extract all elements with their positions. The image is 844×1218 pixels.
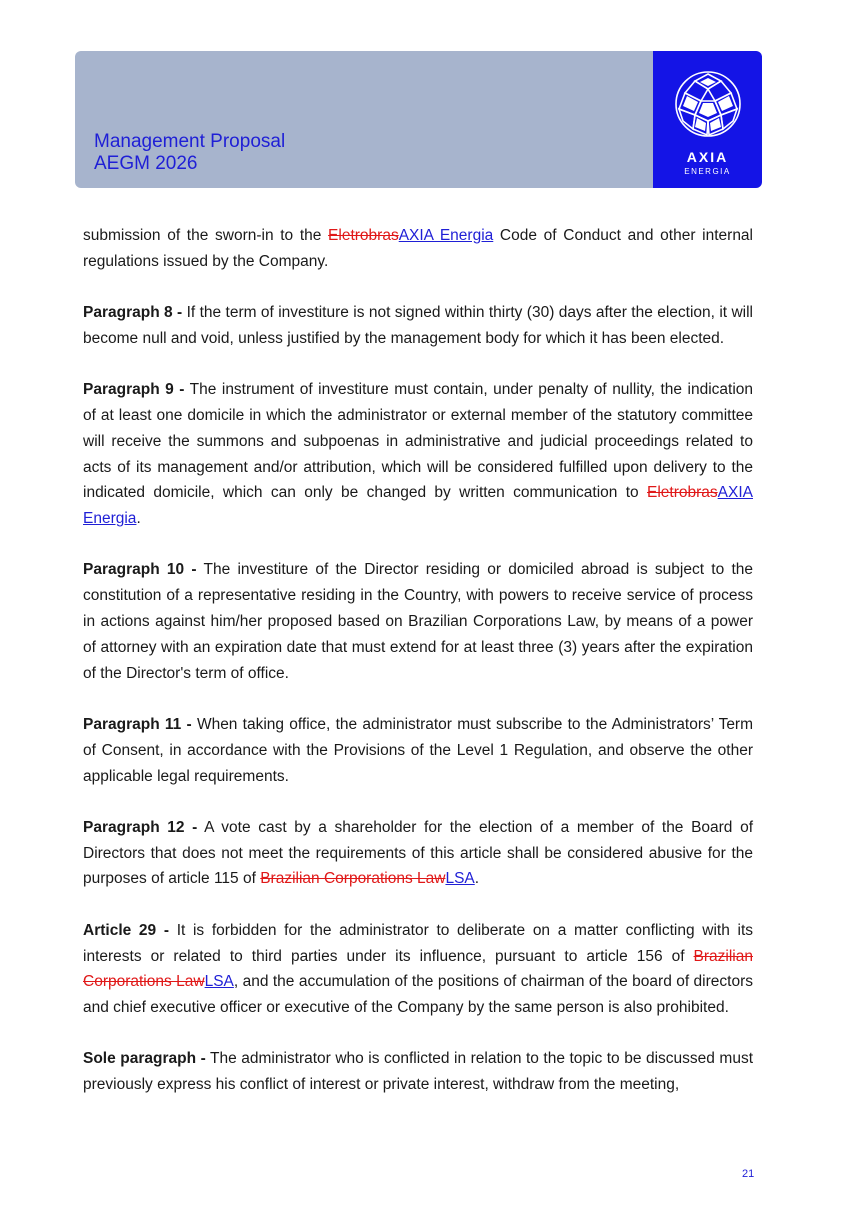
paragraph-label: Paragraph 8 - (83, 304, 183, 322)
logo-wordmark: AXIA (686, 149, 729, 165)
deleted-text: Brazilian Corporations Law (260, 870, 446, 888)
inserted-text: AXIA Energia (398, 227, 494, 244)
document-title: Management Proposal (94, 131, 286, 152)
body-text: If the term of investiture is not signed within thirty (30) days after the election, it will become null and void, unless justified by the management body for which it has been elected. (83, 304, 753, 347)
body-text: . (474, 870, 480, 888)
body-text: submission of the sworn-in to the (83, 227, 329, 244)
body-text: , and the accumulation of the positions of chairman of the board of directors and chief executive officer or executive of the Company by the same person is also prohibited. (83, 973, 753, 1017)
body-text: The investiture of the Director residing or domiciled abroad is subject to the constitution of a representative residing in the Country, with powers to receive service of process in actions against him/her proposed based on Brazilian Corporations Law, by means of a power of attorney with an expiration date that must extend for at least three (3) years after the expiration of the Director's term of office. (83, 561, 753, 682)
paragraph-8 (83, 300, 753, 352)
body-text: When taking office, the administrator must subscribe to the Administrators’ Term of Consent, in accordance with the Provisions of the Level 1 Regulation, and observe the other applicable legal requirements. (83, 715, 754, 785)
body-text: It is forbidden for the administrator to deliberate on a matter conflicting with its interests or related to third parties under its influence, pursuant to article 156 of (83, 921, 753, 965)
paragraph-label: Article 29 - (83, 921, 170, 939)
paragraph-label: Paragraph 10 - (83, 561, 197, 579)
globe-mesh-icon (673, 69, 743, 139)
inserted-text: LSA (445, 870, 475, 888)
paragraph-10 (83, 557, 753, 686)
article-29 (83, 918, 753, 1021)
logo-subtitle: ENERGIA (684, 167, 731, 176)
body-text: . (136, 510, 141, 528)
paragraph-label: Paragraph 12 - (83, 818, 198, 836)
inserted-text: AXIA Energia (83, 484, 753, 528)
deleted-text: Eletrobras (328, 227, 399, 244)
deleted-text: Brazilian Corporations Law (83, 947, 753, 991)
inserted-text: LSA (204, 973, 234, 991)
paragraph-label: Sole paragraph - (83, 1050, 206, 1068)
page-number: 21 (742, 1168, 755, 1180)
axia-logo (653, 51, 762, 188)
body-text: Code of Conduct and other internal regulations issued by the Company. (83, 227, 753, 270)
body-text: A vote cast by a shareholder for the election of a member of the Board of Directors that does not meet the requirements of this article shall be considered abusive for the purposes of article 115 of (83, 818, 753, 888)
deleted-text: Eletrobras (647, 484, 718, 502)
paragraph-11 (83, 712, 753, 789)
paragraph-continuation (83, 223, 753, 275)
document-body (83, 223, 753, 1124)
paragraph-label: Paragraph 9 - (83, 381, 185, 399)
header-title (94, 131, 285, 175)
body-text: The instrument of investiture must contain, under penalty of nullity, the indication of at least one domicile in which the administrator or external member of the statutory committee will receive the summons and subpoenas in administrative and judicial proceedings related to acts of its management and/or attribution, which will be considered fulfilled upon delivery to the indicated domicile, which can only be changed by written communication to (83, 381, 754, 502)
document-subtitle: AEGM 2026 (94, 153, 198, 174)
paragraph-9 (83, 377, 753, 532)
sole-paragraph (83, 1046, 753, 1098)
paragraph-label: Paragraph 11 - (83, 715, 192, 733)
paragraph-12 (83, 815, 753, 892)
body-text: The administrator who is conflicted in relation to the topic to be discussed must previously express his conflict of interest or private interest, withdraw from the meeting, (83, 1050, 753, 1094)
